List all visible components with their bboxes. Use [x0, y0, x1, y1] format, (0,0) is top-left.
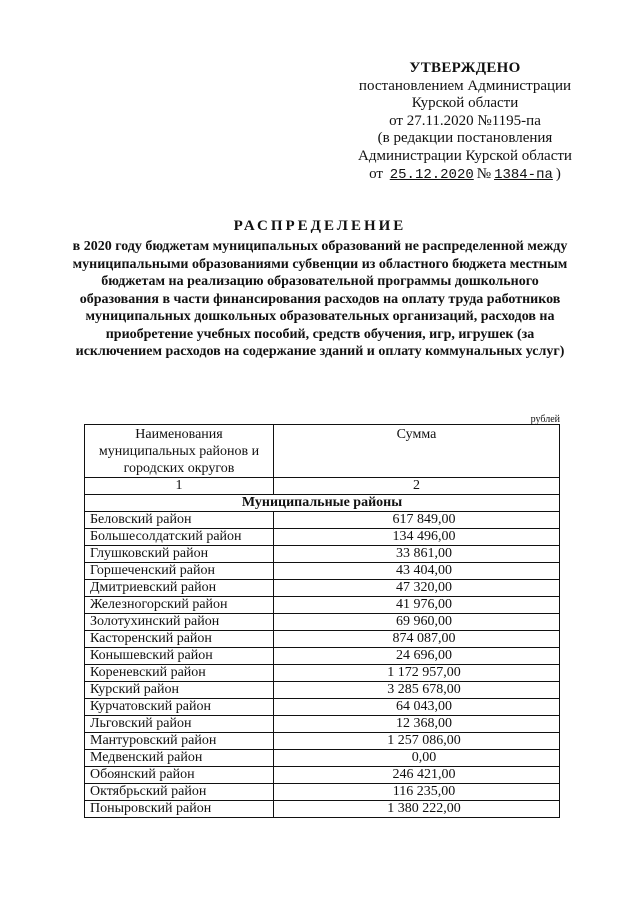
table-row	[85, 546, 560, 563]
district-name: Золотухинский район	[85, 614, 274, 631]
district-name: Мантуровский район	[85, 733, 274, 750]
district-amount: 617 849,00	[274, 512, 560, 529]
approval-close-paren: )	[555, 165, 561, 182]
table-row	[85, 784, 560, 801]
district-name: Касторенский район	[85, 631, 274, 648]
approval-line: (в редакции постановления	[377, 130, 553, 147]
district-name: Поныровский район	[85, 801, 274, 818]
table-row	[85, 597, 560, 614]
section-row	[85, 495, 560, 512]
table-row	[85, 580, 560, 597]
district-amount: 0,00	[274, 750, 560, 767]
approval-edit-number: 1384-па	[494, 166, 553, 183]
district-amount: 69 960,00	[274, 614, 560, 631]
document-title: РАСПРЕДЕЛЕНИЕ	[233, 218, 407, 234]
district-name: Горшеченский район	[85, 563, 274, 580]
unit-label: рублей	[530, 414, 560, 425]
district-name: Октябрьский район	[85, 784, 274, 801]
section-title: Муниципальные районы	[85, 495, 560, 512]
district-amount: 246 421,00	[274, 767, 560, 784]
district-amount: 116 235,00	[274, 784, 560, 801]
approval-line: от 27.11.2020 №1195-па	[389, 112, 541, 129]
approval-line: постановлением Администрации	[358, 77, 572, 94]
district-name: Глушковский район	[85, 546, 274, 563]
district-amount: 33 861,00	[274, 546, 560, 563]
district-amount: 1 380 222,00	[274, 801, 560, 818]
header-amount: Сумма	[274, 425, 560, 478]
table-row	[85, 733, 560, 750]
table-row	[85, 801, 560, 818]
district-name: Дмитриевский район	[85, 580, 274, 597]
approval-line: Администрации Курской области	[358, 147, 572, 164]
table-row	[85, 512, 560, 529]
table-row	[85, 529, 560, 546]
table-row	[85, 563, 560, 580]
approval-edit-date: 25.12.2020	[389, 166, 474, 183]
table-row	[85, 699, 560, 716]
district-name: Кореневский район	[85, 665, 274, 682]
district-amount: 874 087,00	[274, 631, 560, 648]
table-row	[85, 767, 560, 784]
district-name: Беловский район	[85, 512, 274, 529]
table-row	[85, 665, 560, 682]
table-row	[85, 682, 560, 699]
header-row	[85, 425, 560, 478]
district-amount: 1 172 957,00	[274, 665, 560, 682]
table-row	[85, 614, 560, 631]
approval-number-sign: №	[476, 165, 492, 182]
district-name: Конышевский район	[85, 648, 274, 665]
district-amount: 64 043,00	[274, 699, 560, 716]
table-row	[85, 648, 560, 665]
approval-title: УТВЕРЖДЕНО	[409, 60, 521, 76]
district-amount: 47 320,00	[274, 580, 560, 597]
approval-edit-line	[350, 166, 580, 185]
approval-date-prefix: от	[369, 165, 383, 182]
column-number: 2	[274, 478, 560, 495]
district-name: Курский район	[85, 682, 274, 699]
district-amount: 3 285 678,00	[274, 682, 560, 699]
document-description: в 2020 году бюджетам муниципальных образований не распределенной между муниципальными образованиями субвенции из областного бюджета местным бюджетам на реализацию образовательной программы дошкольного образования в части финансирования расходов на оплату труда работников муниципальных дошкольных образовательных организаций, расходов на приобретение учебных пособий, средств обучения, игр, игрушек (за исключением расходов на содержание зданий и оплату коммунальных услуг)	[72, 239, 568, 359]
district-amount: 41 976,00	[274, 597, 560, 614]
approval-block	[350, 60, 580, 184]
district-name: Большесолдатский район	[85, 529, 274, 546]
approval-line: Курской области	[411, 95, 519, 112]
district-amount: 1 257 086,00	[274, 733, 560, 750]
district-name: Курчатовский район	[85, 699, 274, 716]
table-row	[85, 750, 560, 767]
district-name: Медвенский район	[85, 750, 274, 767]
header-name: Наименования муниципальных районов и городских округов	[85, 425, 274, 478]
table-row	[85, 716, 560, 733]
district-name: Льговский район	[85, 716, 274, 733]
district-amount: 12 368,00	[274, 716, 560, 733]
distribution-table	[84, 424, 560, 818]
district-name: Обоянский район	[85, 767, 274, 784]
table-row	[85, 631, 560, 648]
column-number: 1	[85, 478, 274, 495]
district-amount: 43 404,00	[274, 563, 560, 580]
district-amount: 134 496,00	[274, 529, 560, 546]
district-name: Железногорский район	[85, 597, 274, 614]
district-amount: 24 696,00	[274, 648, 560, 665]
column-number-row	[85, 478, 560, 495]
